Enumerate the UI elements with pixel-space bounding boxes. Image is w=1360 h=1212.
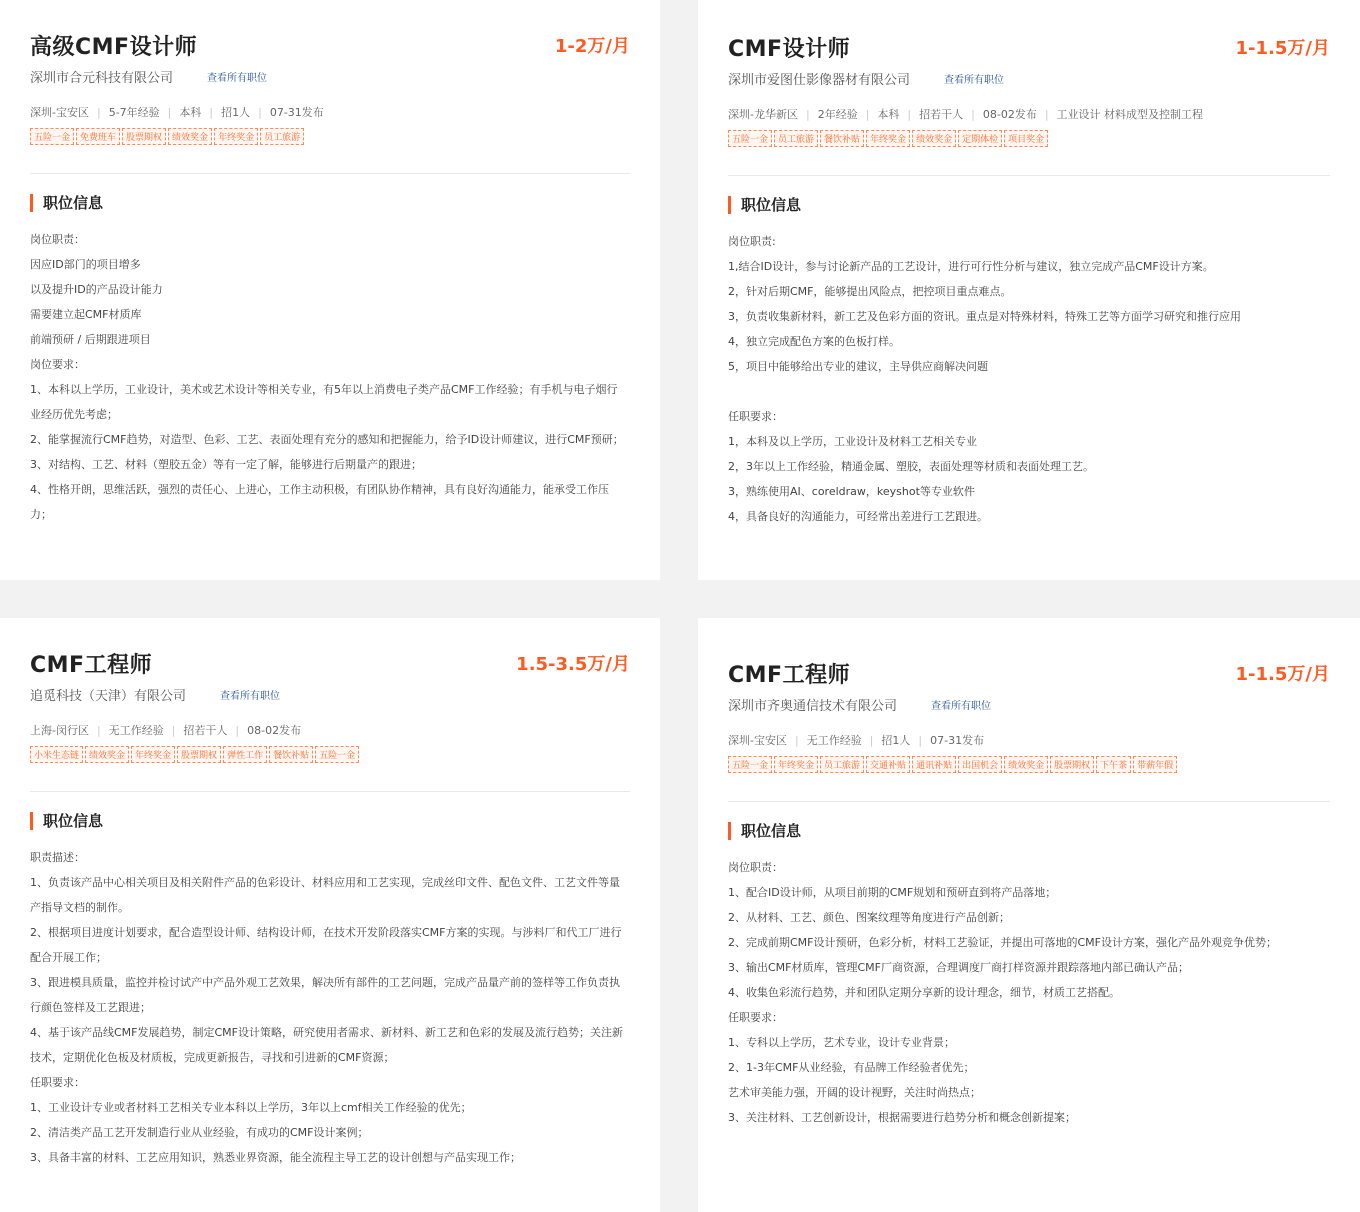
meta-item: 招1人 (221, 106, 251, 119)
section-header (728, 194, 1330, 215)
meta-item: 本科 (179, 106, 202, 119)
meta-item: 无工作经验 (806, 734, 862, 747)
description-line (728, 379, 1323, 404)
salary: 1.5-3.5万/月 (516, 654, 630, 675)
meta-separator: | (167, 105, 172, 119)
section-accent-bar (728, 196, 731, 214)
meta-item: 08-02发布 (247, 724, 302, 737)
benefit-tag: 交通补贴 (866, 756, 910, 773)
benefit-tag: 五险一金 (728, 756, 772, 773)
meta-item: 工业设计 材料成型及控制工程 (1056, 108, 1204, 121)
salary: 1-2万/月 (554, 36, 630, 57)
section-header (728, 820, 1330, 841)
description-line: 2、1-3年CMF从业经验，有品牌工作经验者优先； (728, 1061, 975, 1074)
description-line: 3，熟练使用AI、coreldraw，keyshot等专业软件 (728, 485, 975, 498)
benefit-tag: 股票期权 (1050, 756, 1094, 773)
job-card (698, 0, 1360, 580)
job-description (30, 227, 625, 527)
description-line: 4，独立完成配色方案的色板打样。 (728, 335, 900, 348)
benefit-tag: 五险一金 (728, 130, 772, 147)
meta-item: 深圳-宝安区 (728, 734, 787, 747)
meta-separator: | (869, 733, 874, 747)
view-all-jobs-link[interactable]: 查看所有职位 (944, 75, 1005, 86)
benefit-tag: 年终奖金 (214, 128, 258, 145)
benefit-tag: 员工旅游 (820, 756, 864, 773)
job-card (698, 618, 1360, 1212)
meta-item: 本科 (877, 108, 900, 121)
description-line: 2、完成前期CMF设计预研，色彩分析，材料工艺验证，并提出可落地的CMF设计方案，强化产品外观竞争优势； (728, 936, 1277, 949)
job-title[interactable]: 高级CMF设计师 (30, 35, 198, 60)
divider (30, 791, 630, 792)
section-header (30, 192, 630, 213)
benefit-tag: 小米生态链 (30, 746, 83, 763)
benefit-tag: 通讯补贴 (912, 756, 956, 773)
description-line: 4、收集色彩流行趋势，并和团队定期分享新的设计理念，细节，材质工艺搭配。 (728, 986, 1120, 999)
company-row (728, 695, 1330, 714)
description-line: 2、清洁类产品工艺开发制造行业从业经验，有成功的CMF设计案例； (30, 1126, 369, 1139)
meta-separator: | (907, 107, 912, 121)
benefit-tag: 带薪年假 (1133, 756, 1177, 773)
meta-item: 深圳-龙华新区 (728, 108, 798, 121)
meta-separator: | (971, 107, 975, 121)
meta-item: 无工作经验 (108, 724, 164, 737)
description-line: 3、具备丰富的材料、工艺应用知识，熟悉业界资源，能全流程主导工艺的设计创想与产品实现工作； (30, 1151, 521, 1164)
view-all-jobs-link[interactable]: 查看所有职位 (931, 701, 992, 712)
description-line: 3、关注材料、工艺创新设计，根据需要进行趋势分析和概念创新提案； (728, 1111, 1076, 1124)
description-line: 需要建立起CMF材质库 (30, 308, 142, 321)
job-card (0, 0, 660, 580)
description-line: 岗位职责： (728, 861, 783, 874)
salary: 1-1.5万/月 (1235, 38, 1330, 59)
meta-item: 上海-闵行区 (30, 724, 89, 737)
description-line: 2、能掌握流行CMF趋势，对造型、色彩、工艺、表面处理有充分的感知和把握能力，给予ID设计师建议，进行CMF预研； (30, 433, 624, 446)
company-row (30, 67, 630, 86)
description-line: 以及提升ID的产品设计能力 (30, 283, 163, 296)
benefit-tags (30, 746, 630, 763)
job-header (728, 658, 1330, 689)
company-name[interactable]: 深圳市爱图仕影像器材有限公司 (728, 73, 911, 88)
description-line: 1,结合ID设计，参与讨论新产品的工艺设计，进行可行性分析与建议，独立完成产品CMF设计方案。 (728, 260, 1214, 273)
job-header (30, 30, 630, 61)
description-line: 前端预研 / 后期跟进项目 (30, 333, 151, 346)
benefit-tag: 免费班车 (76, 128, 120, 145)
benefit-tag: 弹性工作 (223, 746, 267, 763)
description-line: 3、跟进模具质量，监控并检讨试产中产品外观工艺效果，解决所有部件的工艺问题，完成产品量产前的签样等工作负责执行颜色签样及工艺跟进； (30, 976, 620, 1014)
divider (728, 175, 1330, 176)
meta-item: 招若干人 (919, 108, 964, 121)
description-line: 1，本科及以上学历，工业设计及材料工艺相关专业 (728, 435, 977, 448)
benefit-tag: 五险一金 (315, 746, 359, 763)
company-name[interactable]: 追觅科技（天津）有限公司 (30, 689, 187, 704)
meta-item: 07-31发布 (930, 734, 985, 747)
meta-item: 招1人 (881, 734, 911, 747)
benefit-tag: 下午茶 (1096, 756, 1131, 773)
benefit-tag: 绩效奖金 (85, 746, 129, 763)
meta-separator: | (96, 105, 101, 119)
meta-separator: | (865, 107, 870, 121)
view-all-jobs-link[interactable]: 查看所有职位 (207, 73, 268, 84)
benefit-tag: 定期体检 (958, 130, 1002, 147)
meta-separator: | (209, 105, 214, 119)
description-line: 4、性格开朗，思维活跃，强烈的责任心、上进心，工作主动积极，有团队协作精神，具有良好沟通能力，能承受工作压力； (30, 483, 609, 521)
meta-item: 08-02发布 (982, 108, 1037, 121)
benefit-tag: 股票期权 (177, 746, 221, 763)
description-line: 3，负责收集新材料，新工艺及色彩方面的资讯。重点是对特殊材料，特殊工艺等方面学习研究和推行应用 (728, 310, 1241, 323)
meta-separator: | (794, 733, 799, 747)
benefit-tag: 绩效奖金 (168, 128, 212, 145)
section-title: 职位信息 (43, 812, 104, 830)
benefit-tag: 员工旅游 (260, 128, 304, 145)
benefit-tag: 餐饮补贴 (269, 746, 313, 763)
benefit-tag: 员工旅游 (774, 130, 818, 147)
benefit-tag: 餐饮补贴 (820, 130, 864, 147)
benefit-tag: 项目奖金 (1004, 130, 1048, 147)
description-line: 任职要求： (30, 1076, 85, 1089)
meta-item: 招若干人 (183, 724, 228, 737)
description-line: 4，具备良好的沟通能力，可经常出差进行工艺跟进。 (728, 510, 988, 523)
benefit-tag: 五险一金 (30, 128, 74, 145)
section-accent-bar (30, 194, 33, 212)
company-name[interactable]: 深圳市合元科技有限公司 (30, 71, 174, 86)
description-line: 任职要求： (728, 1011, 783, 1024)
description-line: 2，3年以上工作经验，精通金属、塑胶，表面处理等材质和表面处理工艺。 (728, 460, 1094, 473)
benefit-tags (728, 130, 1330, 147)
description-line: 3、输出CMF材质库，管理CMF厂商资源，合理调度厂商打样资源并跟踪落地内部已确认产品； (728, 961, 1189, 974)
salary: 1-1.5万/月 (1235, 664, 1330, 685)
description-line: 4、基于该产品线CMF发展趋势，制定CMF设计策略，研究使用者需求、新材料、新工艺和色彩的发展及流行趋势；关注新技术，定期优化色板及材质板，完成更新报告，寻找和引进新的CMF资源； (30, 1026, 623, 1064)
job-header (728, 32, 1330, 63)
view-all-jobs-link[interactable]: 查看所有职位 (220, 691, 281, 702)
job-meta (728, 732, 1330, 748)
job-meta (30, 104, 630, 120)
benefit-tag: 绩效奖金 (1004, 756, 1048, 773)
meta-separator: | (918, 733, 923, 747)
description-line: 1、配合ID设计师，从项目前期的CMF规划和预研直到将产品落地； (728, 886, 1057, 899)
company-row (728, 69, 1330, 88)
company-row (30, 685, 630, 704)
company-name[interactable]: 深圳市齐奥通信技术有限公司 (728, 699, 898, 714)
meta-separator: | (235, 723, 240, 737)
section-title: 职位信息 (741, 822, 802, 840)
divider (30, 173, 630, 174)
description-line: 岗位职责: (728, 235, 776, 248)
description-line: 5，项目中能够给出专业的建议，主导供应商解决问题 (728, 360, 988, 373)
meta-separator: | (805, 107, 810, 121)
description-line: 任职要求： (728, 410, 783, 423)
benefit-tag: 绩效奖金 (912, 130, 956, 147)
section-title: 职位信息 (43, 194, 104, 212)
description-line: 岗位职责： (30, 233, 85, 246)
benefit-tags (30, 128, 630, 145)
benefit-tag: 年终奖金 (866, 130, 910, 147)
job-meta (30, 722, 630, 738)
benefit-tag: 年终奖金 (774, 756, 818, 773)
meta-separator: | (1044, 107, 1049, 121)
benefit-tag: 出国机会 (958, 756, 1002, 773)
section-accent-bar (728, 822, 731, 840)
description-line: 1、负责该产品中心相关项目及相关附件产品的色彩设计、材料应用和工艺实现，完成丝印文件、配色文件、工艺文件等量产指导文档的制作。 (30, 876, 620, 914)
job-header (30, 648, 630, 679)
description-line: 岗位要求： (30, 358, 85, 371)
job-title[interactable]: CMF工程师 (728, 663, 851, 688)
job-title[interactable]: CMF工程师 (30, 653, 153, 678)
benefit-tags (728, 756, 1330, 773)
meta-item: 2年经验 (817, 108, 858, 121)
divider (728, 801, 1330, 802)
description-line: 1、专科以上学历，艺术专业，设计专业背景； (728, 1036, 955, 1049)
section-header (30, 810, 630, 831)
description-line: 职责描述： (30, 851, 85, 864)
description-line: 1、本科以上学历，工业设计，美术或艺术设计等相关专业，有5年以上消费电子类产品CMF工作经验；有手机与电子烟行业经历优先考虑； (30, 383, 618, 421)
meta-item: 深圳-宝安区 (30, 106, 89, 119)
benefit-tag: 年终奖金 (131, 746, 175, 763)
job-title[interactable]: CMF设计师 (728, 37, 851, 62)
benefit-tag: 股票期权 (122, 128, 166, 145)
section-accent-bar (30, 812, 33, 830)
job-description (728, 229, 1323, 529)
description-line: 艺术审美能力强，开阔的设计视野，关注时尚热点； (728, 1086, 981, 1099)
job-description (728, 855, 1323, 1130)
job-meta (728, 106, 1330, 122)
description-line: 2、从材料、工艺、颜色、图案纹理等角度进行产品创新； (728, 911, 1010, 924)
job-card (0, 618, 660, 1212)
description-line: 1、工业设计专业或者材料工艺相关专业本科以上学历，3年以上cmf相关工作经验的优先； (30, 1101, 472, 1114)
meta-item: 07-31发布 (269, 106, 324, 119)
meta-separator: | (258, 105, 262, 119)
section-title: 职位信息 (741, 196, 802, 214)
meta-item: 5-7年经验 (108, 106, 160, 119)
description-line: 3、对结构、工艺、材料（塑胶五金）等有一定了解，能够进行后期量产的跟进； (30, 458, 422, 471)
meta-separator: | (96, 723, 101, 737)
description-line: 因应ID部门的项目增多 (30, 258, 141, 271)
description-line: 2，针对后期CMF，能够提出风险点，把控项目重点难点。 (728, 285, 1012, 298)
description-line: 2、根据项目进度计划要求，配合造型设计师、结构设计师，在技术开发阶段落实CMF方案的实现。与涉料厂和代工厂进行配合开展工作； (30, 926, 622, 964)
job-description (30, 845, 625, 1170)
meta-separator: | (171, 723, 176, 737)
